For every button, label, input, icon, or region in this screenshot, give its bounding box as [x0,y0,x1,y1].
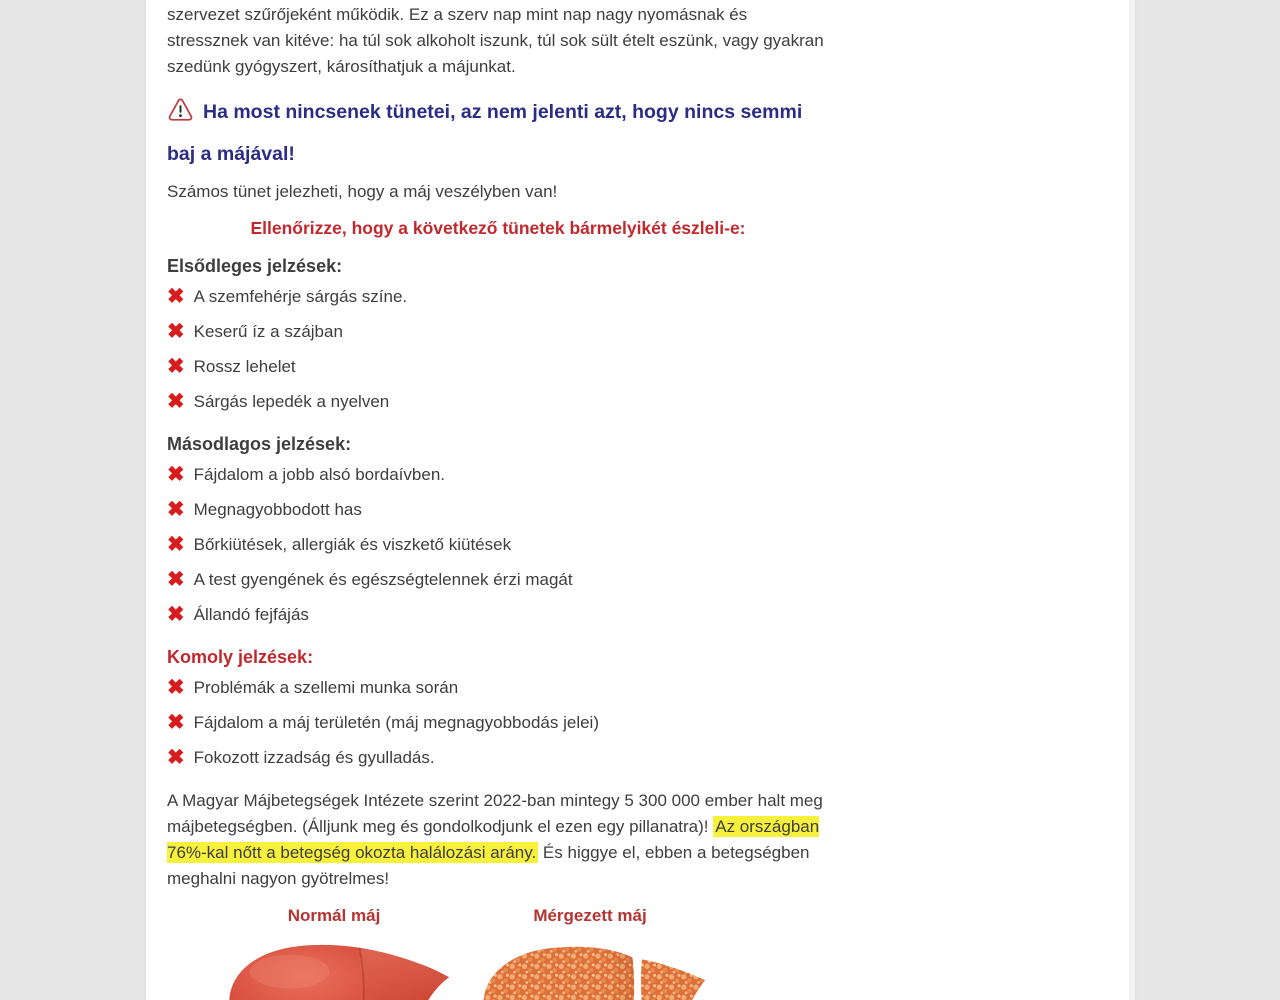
symptom-section-secondary [167,431,836,632]
symptom-item [167,705,836,740]
warning-heading [167,94,829,173]
symptom-item-label: Fájdalom a máj területén (máj megnagyobbodás jelei) [193,712,599,732]
symptom-section-primary [167,253,836,419]
red-x-icon: ✖ [167,355,185,378]
stats-text-highlighted: Az országban 76%-kal nőtt a betegség okozta halálozási arány. [167,817,820,862]
symptom-item-label: Bőrkiütések, allergiák és viszkető kiütések [193,534,512,554]
symptom-item [167,562,836,597]
article-text-column [146,0,836,1000]
stats-text-before: A Magyar Májbetegségek Intézete szerint 2022-ban mintegy 5 300 000 ember halt meg májbetegségben. (Álljunk meg és gondolkodjunk el ezen egy pillanatra)! [167,791,823,836]
red-x-icon: ✖ [167,676,185,699]
symptom-list-primary [167,279,836,419]
red-x-icon: ✖ [167,533,185,556]
red-x-icon: ✖ [167,746,185,769]
symptom-item [167,670,836,705]
red-x-icon: ✖ [167,711,185,734]
symptom-item-label: Fájdalom a jobb alsó bordaívben. [193,464,445,484]
symptom-list-serious [167,670,836,775]
red-x-icon: ✖ [167,285,185,308]
red-x-icon: ✖ [167,463,185,486]
symptom-intro-paragraph: Számos tünet jelezheti, hogy a máj veszélyben van! [167,182,558,201]
normal-liver-panel [212,904,456,1000]
symptom-item-label: Problémák a szellemi munka során [193,677,459,697]
article-content-column [146,0,1135,1000]
symptom-item-label: Állandó fejfájás [193,604,309,624]
symptom-item-label: A test gyengének és egészségtelennek érzi magát [193,569,573,589]
symptom-item-label: Rossz lehelet [193,356,296,376]
check-prompt: Ellenőrizze, hogy a következő tünetek bármelyikét észleli-e: [250,218,746,238]
symptom-item [167,597,836,632]
symptom-item [167,740,836,775]
red-x-icon: ✖ [167,320,185,343]
warning-heading-text: Ha most nincsenek tünetei, az nem jelenti azt, hogy nincs semmi baj a májával! [167,101,803,165]
symptom-item [167,279,836,314]
symptom-list-secondary [167,457,836,632]
poisoned-liver-panel [468,904,712,1000]
symptom-item [167,527,836,562]
symptom-item [167,314,836,349]
stats-text-after: És higgye el, ebben a betegségben meghalni nagyon gyötrelmes! [167,843,810,888]
symptom-item [167,457,836,492]
red-x-icon: ✖ [167,390,185,413]
symptom-item [167,492,836,527]
normal-liver-image [212,932,456,1000]
red-x-icon: ✖ [167,603,185,626]
section-title-serious: Komoly jelzések: [167,647,314,667]
red-x-icon: ✖ [167,498,185,521]
symptom-section-serious [167,644,836,775]
section-title-secondary: Másodlagos jelzések: [167,434,352,454]
section-title-primary: Elsődleges jelzések: [167,256,343,276]
symptom-item-label: A szemfehérje sárgás színe. [193,286,408,306]
symptom-item-label: Megnagyobbodott has [193,499,362,519]
symptom-item [167,384,836,419]
normal-liver-label: Normál máj [287,906,381,925]
poisoned-liver-image [468,932,712,1000]
red-x-icon: ✖ [167,568,185,591]
intro-paragraph: szervezet szűrőjeként működik. Ez a szerv nap mint nap nagy nyomásnak és stressznek van kitéve: ha túl sok alkoholt iszunk, túl sok sült ételt eszünk, vagy gyakran szedünk gyógyszert, károsíthatjuk a májunkat. [167,5,824,76]
symptom-item-label: Sárgás lepedék a nyelven [193,391,390,411]
symptom-item-label: Fokozott izzadság és gyulladás. [193,747,435,767]
poisoned-liver-label: Mérgezett máj [533,906,647,925]
warning-triangle-icon [167,96,194,136]
liver-comparison-figure [212,904,836,1000]
symptom-item-label: Keserű íz a szájban [193,321,343,341]
symptom-item [167,349,836,384]
stats-paragraph [167,788,829,892]
